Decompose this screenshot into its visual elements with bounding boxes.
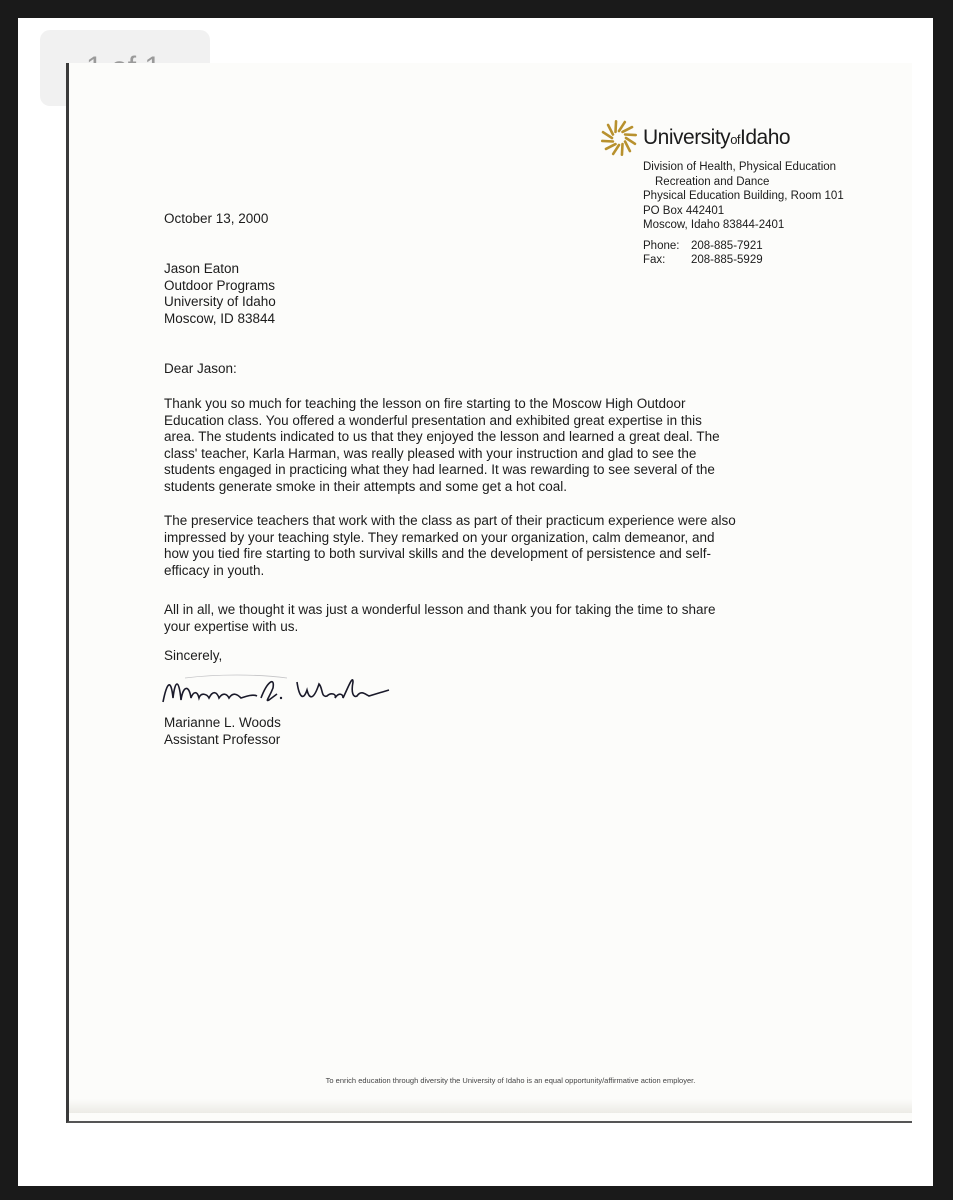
letter-date: October 13, 2000: [164, 211, 269, 226]
signer-block: [164, 715, 281, 748]
body-paragraph-1: Thank you so much for teaching the lesson on fire starting to the Moscow High Outdoor Education class. You offered a wonderful presentation and exhibited great expertise in this area. The students indicated to us that they enjoyed the lesson and learned a great deal. The class' teacher, Karla Harman, was really pleased with your instruction and glad to see the students engaged in practicing what they had learned. It was rewarding to see several of the students generate smoke in their attempts and some get a hot coal.: [164, 396, 720, 494]
fax-line: Fax: 208-885-5929: [643, 253, 763, 266]
recipient-address: Jason Eaton Outdoor Programs University of Idaho Moscow, ID 83844: [164, 261, 276, 326]
body-paragraph-3: All in all, we thought it was just a wonderful lesson and thank you for taking the time to share your expertise with us.: [164, 602, 716, 634]
logo-ray: [622, 144, 623, 155]
logo-ray: [606, 144, 616, 149]
handwritten-signature: [157, 668, 397, 714]
logo-ray: [625, 142, 630, 152]
logo-ray: [613, 145, 619, 154]
letter-page: [66, 63, 912, 1123]
body-paragraph-2: The preservice teachers that work with the class as part of their practicum experience were also impressed by your teaching style. They remarked on your organization, calm demeanor, and how you tied fire starting to both survival skills and the development of persistence and self- efficacy in youth.: [164, 513, 736, 578]
equal-opportunity-footer: To enrich education through diversity the University of Idaho is an equal opportunity/affirmative action employer.: [325, 1076, 696, 1085]
contact-info: [643, 239, 899, 267]
logo-ray: [623, 127, 633, 132]
closing: Sincerely,: [164, 648, 223, 663]
university-wordmark: UniversityofIdaho: [643, 126, 791, 149]
signer-title: Assistant Professor: [164, 731, 281, 747]
salutation: Dear Jason:: [164, 361, 237, 376]
sunburst-logo-icon: [599, 118, 639, 158]
logo-ray: [625, 135, 636, 136]
signer-name: Marianne L. Woods: [164, 715, 281, 730]
logo-ray: [603, 132, 612, 138]
letterhead: [599, 118, 899, 267]
logo-ray: [619, 122, 625, 131]
logo-ray: [626, 138, 635, 144]
logo-ray: [616, 121, 617, 132]
department-info: Division of Health, Physical Education Recreation and Dance Physical Education Building, Room 101 PO Box 442401 Moscow, Idaho 83844-2401: [643, 161, 844, 231]
logo-ray: [608, 125, 613, 135]
university-logo: [599, 118, 899, 158]
logo-ray: [602, 141, 613, 142]
phone-line: Phone: 208-885-7921: [643, 239, 763, 252]
